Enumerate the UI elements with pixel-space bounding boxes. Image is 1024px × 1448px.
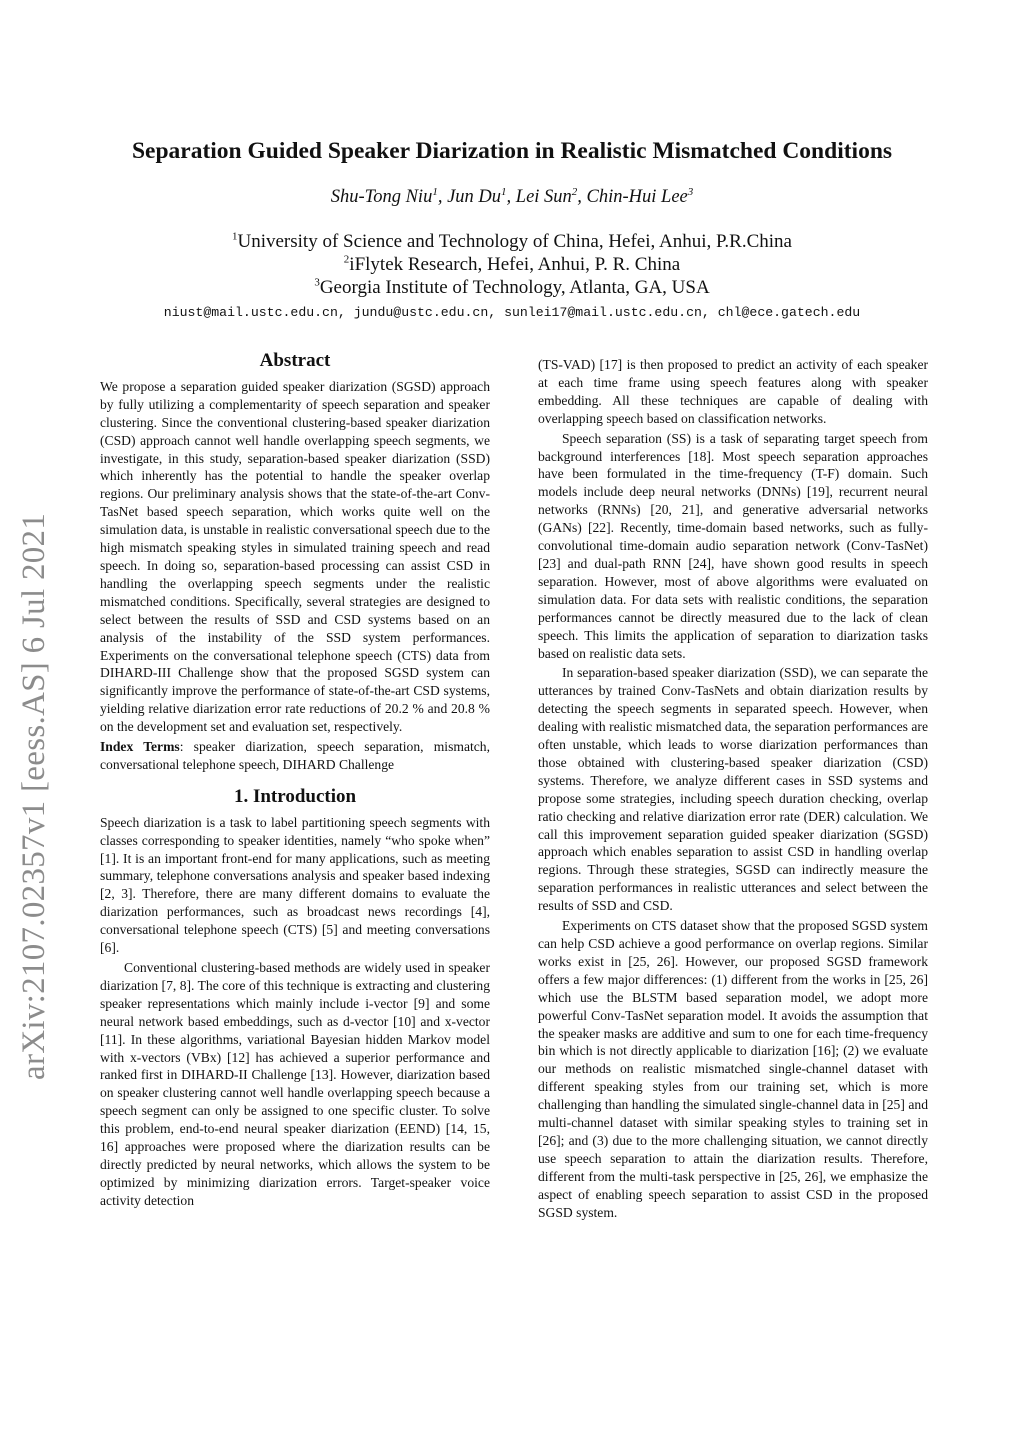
author-affil-mark: 2 [571,185,578,198]
arxiv-sidebar-id: arXiv:2107.02357v1 [eess.AS] 6 Jul 2021 [16,512,52,1080]
introduction-heading: 1. Introduction [233,785,357,807]
body-paragraph: Speech separation (SS) is a task of separating target speech from background interferences [18]. Most speech separation approaches have been formulated in the time-frequency (T-F) domain. Such models include deep neural networks (DNNs) [19], recurrent neural networks (RNNs) [20, 21], and generative adversarial networks (GANs) [22]. Recently, time-domain based networks, such as fully-convolutional time-domain audio separation network (Conv-TasNet) [23] and dual-path RNN [24], have shown good results in speech separation. However, most of above algorithms were evaluated on simulation data. For data sets with realistic conditions, the separation performances cannot be directly measured due to the lack of clean speech. This limits the application of separation to diarization tasks based on realistic data sets. [538,430,928,661]
index-terms-label: Index Terms [100,739,180,755]
author-affil-mark: 1 [432,185,438,198]
author-name: Jun Du [447,187,502,207]
affiliation-line [60,276,964,299]
affiliation-text: iFlytek Research, Hefei, Anhui, P. R. China [349,254,681,275]
affiliation-text: Georgia Institute of Technology, Atlanta, GA, USA [319,277,710,298]
affiliation-line [60,253,964,276]
author-emails: niust@mail.ustc.edu.cn, jundu@ustc.edu.cn, sunlei17@mail.ustc.edu.cn, chl@ece.gatech.edu [163,305,861,320]
affiliations [60,230,964,299]
abstract-text: We propose a separation guided speaker diarization (SGSD) approach by fully utilizing a complementarity of speech separation and speaker clustering. Since the conventional clustering-based speaker diarization (CSD) approach cannot well handle overlapping speech segments, we investigate, in this study, separation-based speaker diarization (SSD) which inherently has the potential to handle the speaker overlap regions. Our preliminary analysis shows that the state-of-the-art Conv-TasNet based speech separation, which works quite well on the simulation data, is unstable in realistic conversational speech due to the high mismatch speaking styles in simulated training speech and read speech. In doing so, separation-based processing can assist CSD in handling the overlapping speech segments under the realistic mismatched conditions. Specifically, several strategies are designed to select between the results of SSD and CSD systems based on an analysis of the instability of the SSD system performances. Experiments on the conversational telephone speech (CTS) data from DIHARD-III Challenge show that the proposed SGSD system can significantly improve the performance of state-of-the-art CSD systems, yielding relative diarization error rate reductions of 20.2 % and 20.8 % on the development set and evaluation set, respectively. [100,378,490,735]
author-name: Shu-Tong Niu [330,187,433,207]
affiliation-line [60,230,964,253]
author-name: Chin-Hui Lee [586,187,688,207]
intro-paragraph: Conventional clustering-based methods are widely used in speaker diarization [7, 8]. The core of this technique is extracting and clustering speaker representations which mainly include i-vector [9] and some neural network based embeddings, such as d-vector [10] and x-vector [11]. In these algorithms, variational Bayesian hidden Markov model with x-vectors (VBx) [12] has achieved a superior performance and ranked first in DIHARD-II Challenge [13]. However, diarization based on speaker clustering cannot well handle overlapping speech because a speech segment can only be assigned to one specific cluster. To solve this problem, end-to-end neural speaker diarization (EEND) [14, 15, 16] approaches were proposed where the diarization results can be directly predicted by neural networks, which allows the system to be optimized by minimizing diarization errors. Target-speaker voice activity detection [100,960,490,1208]
author-name: Lei Sun [515,187,572,207]
author-affil-mark: 1 [501,185,507,198]
abstract-heading: Abstract [259,350,331,371]
author-affil-mark: 3 [687,185,694,198]
body-paragraph: In separation-based speaker diarization (SSD), we can separate the utterances by trained Conv-TasNets and obtain diarization results by detecting the speech segments in separated speech. However, when dealing with realistic mismatched data, the separation performances are often unstable, which leads to worse diarization performances than those obtained with clustering-based speaker diarization (CSD) systems. Therefore, we analyze different cases in SSD systems and propose some strategies, including speech duration checking, overlap ratio checking and relative diarization error rate (DER) calculation. We call this improvement separation guided speaker diarization (SGSD) approach which enables separation to assist CSD in handling overlap regions. Through these strategies, SGSD can indirectly measure the separation performances in realistic utterances and select between the results of SSD and CSD. [538,665,928,914]
body-paragraph: Experiments on CTS dataset show that the proposed SGSD system can help CSD achieve a good performance on overlap regions. Similar works exist in [25, 26]. However, our proposed SGSD framework offers a few major differences: (1) different from the works in [25, 26] which use the BLSTM based separation model, we adopt more powerful Conv-TasNet separation model. It avoids the assumption that the speaker masks are additive and sum to one for each time-frequency bin which is not directly applicable to diarization [16]; (2) we evaluate our methods on realistic mismatched single-channel dataset with different speaking styles from our training set, which is more challenging than handling the simulated single-channel data in [25] and multi-channel dataset with similar speaking styles to training set in [26]; and (3) due to the more challenging situation, we cannot directly use speech separation to attain the diarization results. Therefore, different from the multi-task perspective in [25, 26], we emphasize the aspect of enabling speech separation to assist CSD in the proposed SGSD system. [538,918,928,1220]
paper-title: Separation Guided Speaker Diarization in Realistic Mismatched Conditions [131,138,893,164]
affil-mark: 1 [231,230,238,243]
affil-mark: 2 [343,253,350,266]
intro-paragraph: Speech diarization is a task to label partitioning speech segments with classes corresponding to speaker identities, namely “who spoke when” [1]. It is an important front-end for many applications, such as meeting summary, telephone conversations analysis and speaker based indexing [2, 3]. Therefore, there are many different domains to evaluate the diarization performances, such as broadcast news recordings [4], conversational telephone speech (CTS) [5] and meeting conversations [6]. [100,814,490,956]
left-column [100,350,490,1210]
body-paragraph: (TS-VAD) [17] is then proposed to predict an activity of each speaker at each time frame using speech features along with speaker embedding. All these techniques are capable of dealing with overlapping speech based on classification networks. [538,357,928,426]
affil-mark: 3 [314,276,320,289]
index-terms [100,738,490,774]
right-column [538,356,928,1222]
index-terms-text: : speaker diarization, speech separation, mismatch, conversational telephone speech, DIHARD Challenge [100,739,490,772]
author-list: Shu-Tong Niu$^1$, Jun Du$^1$, Lei Sun$^2$, Chin-Hui Lee$^3$ [330,185,694,207]
affiliation-text: University of Science and Technology of China, Hefei, Anhui, P.R.China [237,231,792,252]
